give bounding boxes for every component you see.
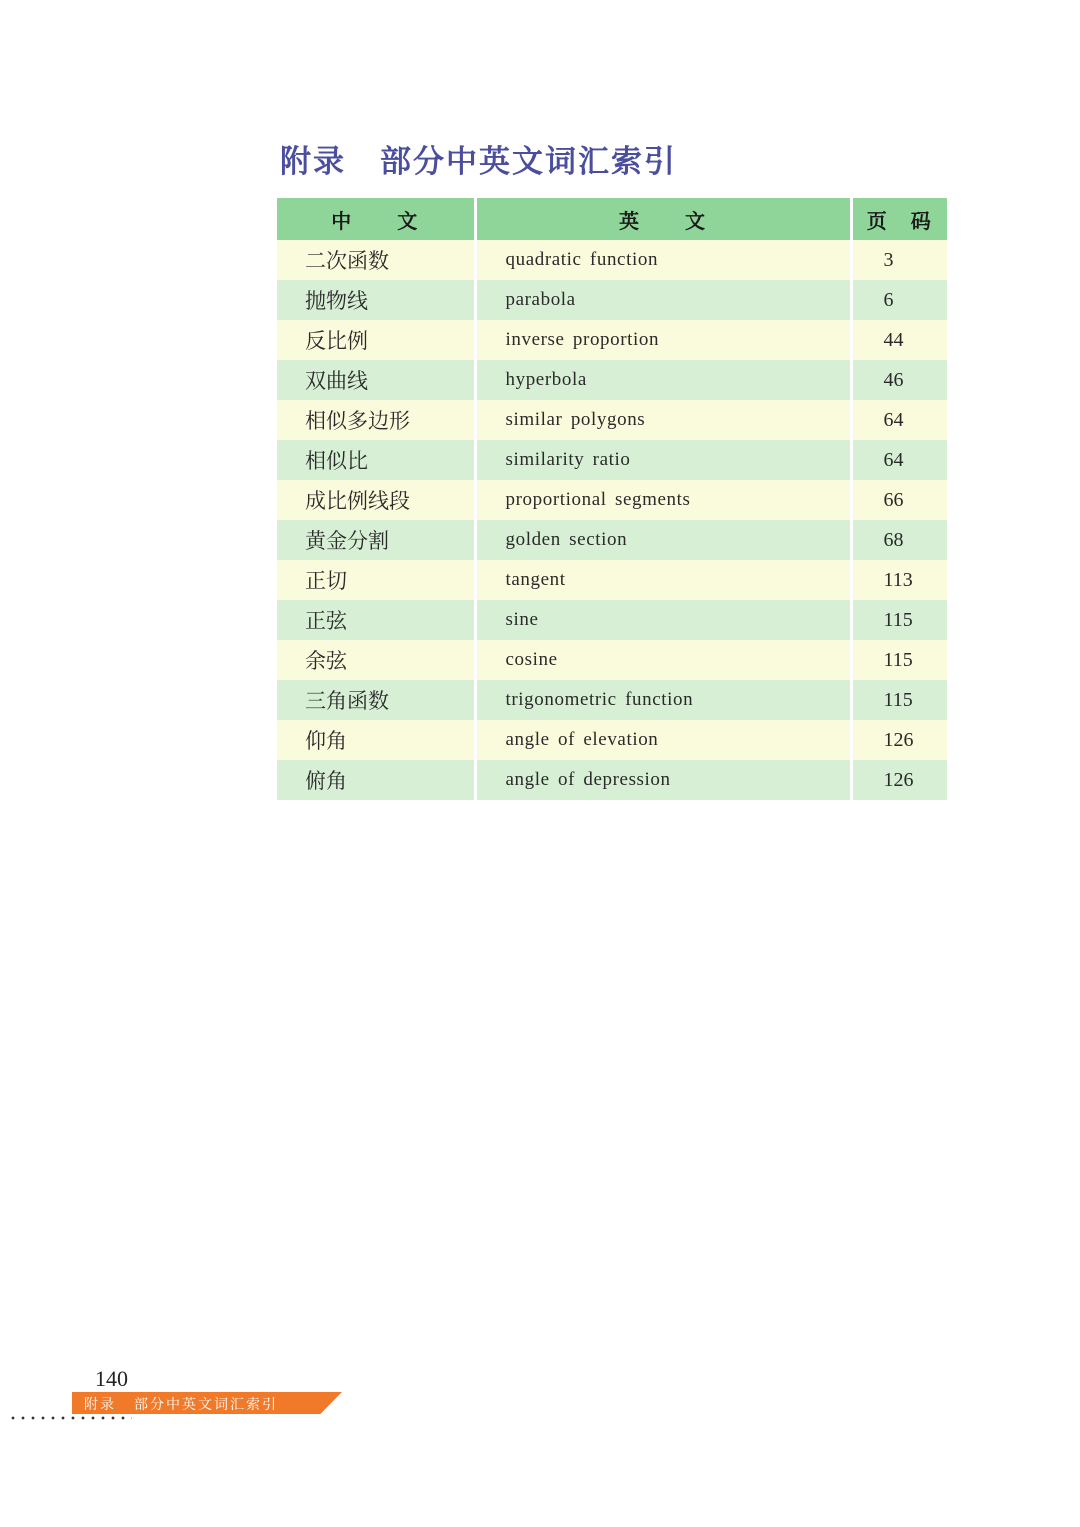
chinese-term: 正切 <box>277 560 475 600</box>
page-reference: 64 <box>851 400 947 440</box>
footer-banner-label <box>84 1394 278 1414</box>
english-term: proportional segments <box>475 480 851 520</box>
chinese-term: 仰角 <box>277 720 475 760</box>
page-reference: 44 <box>851 320 947 360</box>
table-row <box>277 400 947 440</box>
page-reference: 64 <box>851 440 947 480</box>
english-term: parabola <box>475 280 851 320</box>
table-row <box>277 640 947 680</box>
footer-banner-title: 部分中英文词汇索引 <box>134 1397 278 1413</box>
column-header-page: 页 码 <box>851 198 947 240</box>
vocabulary-index-table <box>277 198 947 800</box>
table-row <box>277 680 947 720</box>
chinese-term: 抛物线 <box>277 280 475 320</box>
english-term: golden section <box>475 520 851 560</box>
chinese-term: 黄金分割 <box>277 520 475 560</box>
chinese-term: 反比例 <box>277 320 475 360</box>
page-reference: 115 <box>851 600 947 640</box>
english-term: angle of elevation <box>475 720 851 760</box>
table-row <box>277 440 947 480</box>
chinese-term: 相似多边形 <box>277 400 475 440</box>
table-row <box>277 320 947 360</box>
page-reference: 3 <box>851 240 947 280</box>
page-reference: 46 <box>851 360 947 400</box>
footer-banner-appendix: 附录 <box>84 1397 116 1413</box>
table-row <box>277 240 947 280</box>
english-term: sine <box>475 600 851 640</box>
chinese-term: 余弦 <box>277 640 475 680</box>
english-term: similarity ratio <box>475 440 851 480</box>
table-row <box>277 760 947 800</box>
table-row <box>277 480 947 520</box>
table-row <box>277 360 947 400</box>
english-term: similar polygons <box>475 400 851 440</box>
page-reference: 6 <box>851 280 947 320</box>
page-title-main: 部分中英文词汇索引 <box>380 144 677 180</box>
english-term: tangent <box>475 560 851 600</box>
page-reference: 113 <box>851 560 947 600</box>
page-number: 140 <box>95 1366 128 1391</box>
column-header-english: 英 文 <box>475 198 851 240</box>
chinese-term: 成比例线段 <box>277 480 475 520</box>
table-row <box>277 280 947 320</box>
chinese-term: 三角函数 <box>277 680 475 720</box>
chinese-term: 俯角 <box>277 760 475 800</box>
page-reference: 126 <box>851 720 947 760</box>
english-term: trigonometric function <box>475 680 851 720</box>
page-title <box>280 136 677 181</box>
table-header-row <box>277 198 947 240</box>
english-term: hyperbola <box>475 360 851 400</box>
column-header-chinese: 中 文 <box>277 198 475 240</box>
page-reference: 66 <box>851 480 947 520</box>
english-term: quadratic function <box>475 240 851 280</box>
english-term: angle of depression <box>475 760 851 800</box>
english-term: cosine <box>475 640 851 680</box>
english-term: inverse proportion <box>475 320 851 360</box>
footer-dotted-rule <box>8 1416 132 1420</box>
page-reference: 115 <box>851 680 947 720</box>
chinese-term: 双曲线 <box>277 360 475 400</box>
table-row <box>277 560 947 600</box>
page-reference: 126 <box>851 760 947 800</box>
chinese-term: 正弦 <box>277 600 475 640</box>
page-reference: 68 <box>851 520 947 560</box>
chinese-term: 二次函数 <box>277 240 475 280</box>
page-title-appendix: 附录 <box>280 144 346 180</box>
chinese-term: 相似比 <box>277 440 475 480</box>
table-row <box>277 520 947 560</box>
table-row <box>277 600 947 640</box>
table-row <box>277 720 947 760</box>
page-reference: 115 <box>851 640 947 680</box>
